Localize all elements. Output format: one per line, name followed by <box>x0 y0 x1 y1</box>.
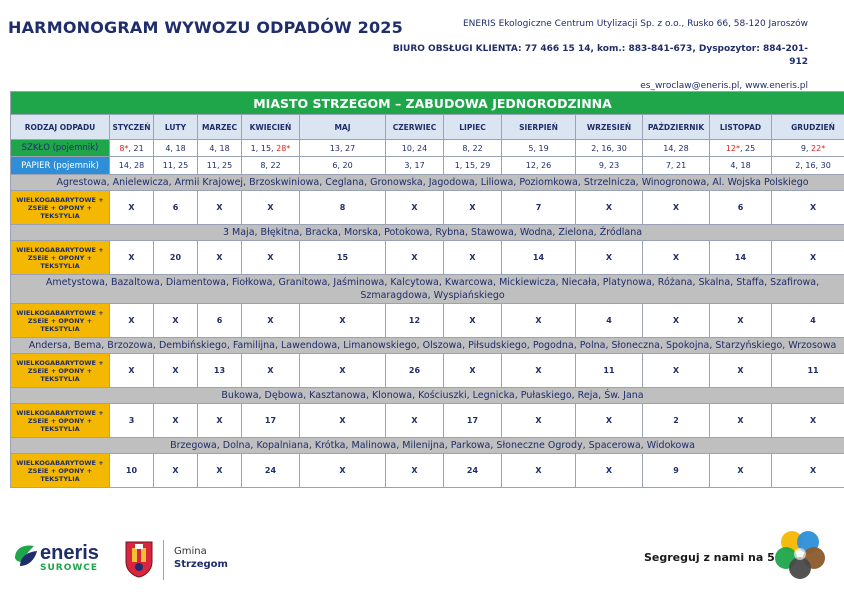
glass-date-cell <box>710 140 772 157</box>
bulky-date-cell: X <box>110 304 154 338</box>
bulky-date-cell: 11 <box>576 354 643 388</box>
paper-date-cell: 14, 28 <box>110 157 154 175</box>
bulky-date-cell: 2 <box>643 404 710 438</box>
changed-date-text: 28* <box>276 143 291 153</box>
bulky-waste-label: WIELKOGABARYTOWE + ZSEiE + OPONY + TEKSTYLIA <box>11 241 110 275</box>
header-month: GRUDZIEŃ <box>772 115 844 140</box>
date-text: 4, 18 <box>165 143 186 153</box>
bulky-date-cell: 24 <box>242 454 300 488</box>
bulky-date-cell: X <box>110 241 154 275</box>
bulky-date-cell: 14 <box>502 241 576 275</box>
bulky-date-cell: X <box>502 354 576 388</box>
paper-date-cell: 12, 26 <box>502 157 576 175</box>
paper-date-cell: 9, 23 <box>576 157 643 175</box>
glass-date-cell <box>576 140 643 157</box>
bulky-date-cell: X <box>198 191 242 225</box>
bulky-date-cell: X <box>643 354 710 388</box>
glass-date-cell <box>643 140 710 157</box>
glass-date-cell <box>242 140 300 157</box>
header-month: LISTOPAD <box>710 115 772 140</box>
date-text: 14, 28 <box>663 143 689 153</box>
eneris-logo-text: eneris <box>40 542 99 564</box>
paper-date-cell: 8, 22 <box>242 157 300 175</box>
paper-date-cell: 11, 25 <box>198 157 242 175</box>
bulky-date-cell: 14 <box>710 241 772 275</box>
glass-date-cell <box>154 140 198 157</box>
bulky-date-cell: 17 <box>242 404 300 438</box>
gmina-name: Strzegom <box>174 559 228 570</box>
table-banner: MIASTO STRZEGOM – ZABUDOWA JEDNORODZINNA <box>11 92 844 115</box>
slogan: Segreguj z nami na 5 <box>644 551 775 564</box>
header-waste-type: RODZAJ ODPADU <box>11 115 110 140</box>
bulky-date-cell: X <box>300 454 386 488</box>
glass-date-cell <box>772 140 844 157</box>
header-month: PAŹDZIERNIK <box>643 115 710 140</box>
header-month: MAJ <box>300 115 386 140</box>
bulky-date-cell: X <box>772 404 844 438</box>
bulky-date-cell: X <box>110 354 154 388</box>
bulky-date-cell: X <box>198 404 242 438</box>
bulky-date-cell: X <box>643 241 710 275</box>
bulky-date-cell: X <box>502 454 576 488</box>
bulky-date-cell: X <box>198 454 242 488</box>
paper-date-cell: 7, 21 <box>643 157 710 175</box>
bulky-date-cell: X <box>643 304 710 338</box>
paper-date-cell: 2, 16, 30 <box>772 157 844 175</box>
glass-date-cell <box>300 140 386 157</box>
bulky-date-cell: 26 <box>386 354 444 388</box>
strzegom-crest-icon <box>124 540 154 578</box>
bulky-date-cell: 6 <box>710 191 772 225</box>
page-title: HARMONOGRAM WYWOZU ODPADÓW 2025 <box>8 18 403 37</box>
date-text: 2, 16, 30 <box>591 143 627 153</box>
bulky-date-cell: X <box>576 454 643 488</box>
street-list: Bukowa, Dębowa, Kasztanowa, Klonowa, Kościuszki, Legnicka, Pułaskiego, Reja, Św. Jana <box>11 388 844 404</box>
bulky-date-cell: 6 <box>154 191 198 225</box>
company-contact: BIURO OBSŁUGI KLIENTA: 77 466 15 14, kom.: 883-841-673, Dyspozytor: 884-201-912 <box>392 44 808 67</box>
bulky-date-cell: X <box>710 404 772 438</box>
bulky-date-cell: X <box>154 404 198 438</box>
glass-date-cell <box>110 140 154 157</box>
bulky-waste-label: WIELKOGABARYTOWE + ZSEiE + OPONY + TEKSTYLIA <box>11 404 110 438</box>
changed-date-text: 12* <box>725 143 740 153</box>
company-email[interactable]: es_wroclaw@eneris.pl, www.eneris.pl <box>640 81 808 91</box>
bulky-date-cell: X <box>444 191 502 225</box>
date-text: 13, 27 <box>329 143 356 153</box>
bulky-waste-label: WIELKOGABARYTOWE + ZSEiE + OPONY + TEKSTYLIA <box>11 354 110 388</box>
header-month: SIERPIEŃ <box>502 115 576 140</box>
street-list: Ametystowa, Bazaltowa, Diamentowa, Fiołkowa, Granitowa, Jaśminowa, Kalcytowa, Kwarcowa, Mickiewicza, Niecała, Platynowa, Różana, Skalna, Staffa, Szafirowa, Szmaragdowa, Wyspiańskiego <box>11 275 844 304</box>
bulky-date-cell: 9 <box>643 454 710 488</box>
glass-date-cell <box>198 140 242 157</box>
bulky-date-cell: X <box>710 454 772 488</box>
header-month: LIPIEC <box>444 115 502 140</box>
bulky-date-cell: X <box>242 354 300 388</box>
paper-date-cell: 4, 18 <box>710 157 772 175</box>
eneris-logo-subtext: SUROWCE <box>40 563 99 573</box>
paper-date-cell: 3, 17 <box>386 157 444 175</box>
bulky-date-cell: X <box>300 304 386 338</box>
street-list: Brzegowa, Dolna, Kopalniana, Krótka, Malinowa, Milenijna, Parkowa, Słoneczne Ogrody, Spacerowa, Widokowa <box>11 438 844 454</box>
gmina-logo <box>174 545 228 571</box>
date-text: 10, 24 <box>401 143 428 153</box>
company-address: ENERIS Ekologiczne Centrum Utylizacji Sp. z o.o., Rusko 66, 58-120 Jaroszów <box>463 19 808 29</box>
glass-date-cell <box>386 140 444 157</box>
bulky-waste-label: WIELKOGABARYTOWE + ZSEiE + OPONY + TEKSTYLIA <box>11 454 110 488</box>
changed-date-text: 8* <box>119 143 129 153</box>
bulky-date-cell: X <box>198 241 242 275</box>
bulky-date-cell: X <box>576 241 643 275</box>
bulky-date-cell: X <box>242 304 300 338</box>
header-month: MARZEC <box>198 115 242 140</box>
bulky-date-cell: 8 <box>300 191 386 225</box>
bulky-date-cell: 15 <box>300 241 386 275</box>
street-list: Agrestowa, Anielewicza, Armii Krajowej, Brzoskwiniowa, Ceglana, Gronowska, Jagodowa, Liliowa, Poziomkowa, Strzelnicza, Winogronowa, Al. Wojska Polskiego <box>11 175 844 191</box>
bulky-date-cell: 24 <box>444 454 502 488</box>
date-text: 1, 15, <box>250 143 277 153</box>
bulky-date-cell: 11 <box>772 354 844 388</box>
bulky-date-cell: X <box>386 454 444 488</box>
bulky-date-cell: X <box>386 404 444 438</box>
header-month: CZERWIEC <box>386 115 444 140</box>
street-list: 3 Maja, Błękitna, Bracka, Morska, Potokowa, Rybna, Stawowa, Wodna, Zielona, Źródlana <box>11 225 844 241</box>
bulky-date-cell: X <box>772 241 844 275</box>
header-month: KWIECIEŃ <box>242 115 300 140</box>
bulky-date-cell: 20 <box>154 241 198 275</box>
bulky-date-cell: X <box>154 304 198 338</box>
bulky-date-cell: 6 <box>198 304 242 338</box>
bulky-date-cell: 3 <box>110 404 154 438</box>
bulky-date-cell: X <box>502 404 576 438</box>
date-text: , 25 <box>739 143 756 153</box>
bulky-date-cell: X <box>300 354 386 388</box>
bulky-date-cell: X <box>576 404 643 438</box>
bulky-date-cell: X <box>772 454 844 488</box>
date-text: 5, 19 <box>528 143 549 153</box>
paper-date-cell: 6, 20 <box>300 157 386 175</box>
paper-date-cell: 1, 15, 29 <box>444 157 502 175</box>
bulky-date-cell: X <box>300 404 386 438</box>
header-month: WRZESIEŃ <box>576 115 643 140</box>
bulky-waste-label: WIELKOGABARYTOWE + ZSEiE + OPONY + TEKSTYLIA <box>11 304 110 338</box>
bulky-date-cell: X <box>710 304 772 338</box>
bulky-date-cell: X <box>502 304 576 338</box>
header-month: STYCZEŃ <box>110 115 154 140</box>
bulky-date-cell: 7 <box>502 191 576 225</box>
bulky-date-cell: X <box>444 241 502 275</box>
bulky-waste-label: WIELKOGABARYTOWE + ZSEiE + OPONY + TEKSTYLIA <box>11 191 110 225</box>
date-text: 4, 18 <box>209 143 230 153</box>
bulky-date-cell: X <box>576 191 643 225</box>
date-text: 9, <box>800 143 812 153</box>
bulky-date-cell: X <box>242 191 300 225</box>
footer-divider <box>163 540 164 580</box>
bulky-date-cell: X <box>242 241 300 275</box>
date-text: , 21 <box>128 143 144 153</box>
bulky-date-cell: 12 <box>386 304 444 338</box>
date-text: 8, 22 <box>462 143 483 153</box>
recycling-circles-icon <box>772 526 828 582</box>
bulky-date-cell: X <box>154 454 198 488</box>
bulky-date-cell: 17 <box>444 404 502 438</box>
bulky-date-cell: X <box>710 354 772 388</box>
bulky-date-cell: 4 <box>576 304 643 338</box>
bulky-date-cell: 4 <box>772 304 844 338</box>
bulky-date-cell: X <box>772 191 844 225</box>
bulky-date-cell: X <box>154 354 198 388</box>
schedule-table <box>10 91 844 488</box>
header-month: LUTY <box>154 115 198 140</box>
bulky-date-cell: X <box>386 241 444 275</box>
bulky-date-cell: 13 <box>198 354 242 388</box>
bulky-date-cell: X <box>110 191 154 225</box>
paper-label: PAPIER (pojemnik) <box>11 157 110 175</box>
paper-date-cell: 11, 25 <box>154 157 198 175</box>
glass-date-cell <box>444 140 502 157</box>
bulky-date-cell: 10 <box>110 454 154 488</box>
glass-label: SZKŁO (pojemnik) <box>11 140 110 157</box>
bulky-date-cell: X <box>643 191 710 225</box>
street-list: Andersa, Bema, Brzozowa, Dembińskiego, Familijna, Lawendowa, Limanowskiego, Olszowa, Piłsudskiego, Pogodna, Polna, Słoneczna, Spokojna, Starzyńskiego, Wrzosowa <box>11 338 844 354</box>
company-info <box>388 18 808 93</box>
bulky-date-cell: X <box>386 191 444 225</box>
eneris-leaf-icon <box>12 542 40 570</box>
gmina-label: Gmina <box>174 546 207 557</box>
changed-date-text: 22* <box>811 143 826 153</box>
glass-date-cell <box>502 140 576 157</box>
bulky-date-cell: X <box>444 304 502 338</box>
bulky-date-cell: X <box>444 354 502 388</box>
